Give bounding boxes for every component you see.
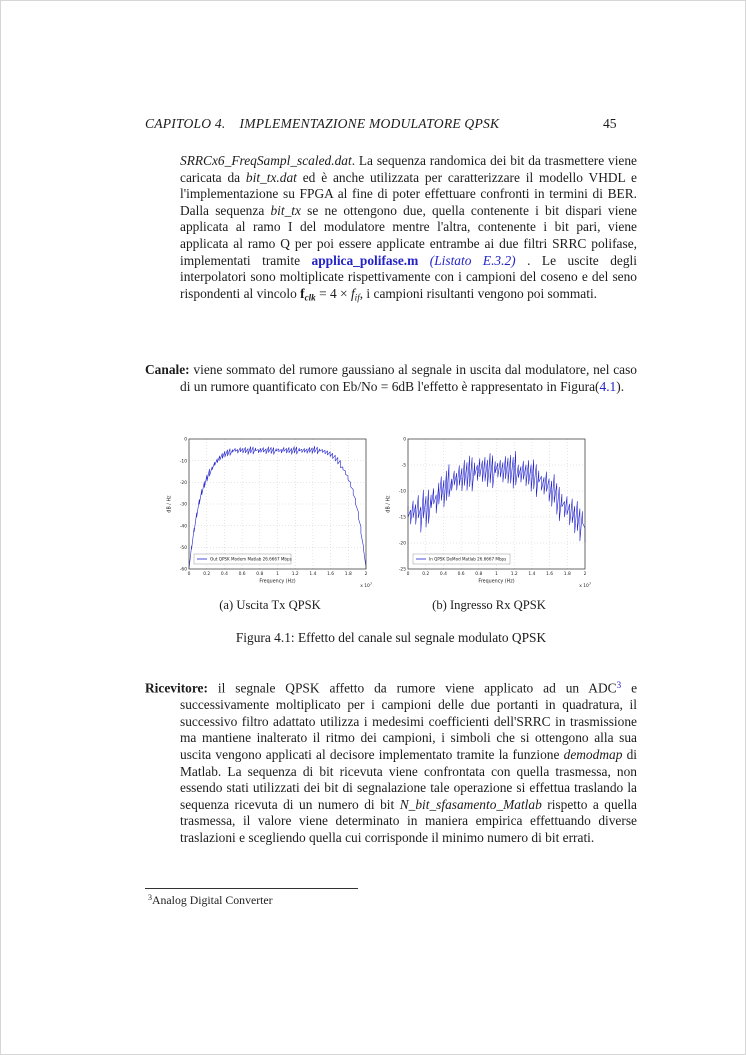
subcaption-a: (a) Uscita Tx QPSK: [219, 598, 321, 612]
link-applica-polifase[interactable]: applica_polifase.m: [311, 252, 419, 268]
link-listato-e32[interactable]: (Listato E.3.2): [429, 252, 516, 268]
svg-text:1.2: 1.2: [291, 572, 299, 578]
subcaption-b: (b) Ingresso Rx QPSK: [432, 598, 546, 612]
link-figura-41[interactable]: 4.1: [599, 378, 617, 394]
svg-text:1.6: 1.6: [546, 572, 554, 578]
svg-text:-5: -5: [401, 463, 406, 469]
text-segment: f: [300, 285, 305, 301]
svg-text:x 107: x $10^7$: [579, 582, 591, 589]
chart-tx-spectrum: [164, 434, 376, 592]
text-segment: . La sequenza randomica dei bit da trasmettere viene caricata da: [180, 153, 637, 185]
text-segment: Ricevitore:: [145, 680, 208, 696]
text-segment: SRRCx6_FreqSampl_scaled.dat: [180, 153, 352, 168]
text-segment: demodmap: [563, 746, 623, 762]
svg-text:1.4: 1.4: [309, 572, 317, 578]
svg-text:-40: -40: [179, 524, 187, 530]
chart-rx-spectrum: [383, 434, 595, 592]
text-segment: ).: [616, 378, 625, 394]
text-segment: 3: [148, 893, 153, 902]
svg-text:1.4: 1.4: [528, 572, 536, 578]
svg-text:0.8: 0.8: [475, 572, 483, 578]
link-footnote-3[interactable]: 3: [616, 680, 622, 690]
text-segment: Analog Digital Converter: [152, 893, 273, 907]
text-segment: se ne ottengono due, quella contenente i bit dispari viene applicata al ramo I del modulatore mentre l'altra, contenente i bit pari, viene applicata al ramo Q per poi essere applicate entrambe ai due filtri SRRC polifase, implementati tramite: [180, 202, 637, 268]
svg-text:-50: -50: [179, 545, 187, 551]
text-segment: [418, 253, 429, 268]
text-segment: viene sommato del rumore gaussiano al segnale in uscita dal modulatore, nel caso di un rumore quantificato con Eb/No = 6dB l'effetto è rappresentato in Figura(: [180, 362, 637, 394]
svg-text:-20: -20: [398, 541, 406, 547]
paragraph-srrc: [180, 153, 637, 306]
svg-text:2: 2: [364, 572, 368, 578]
svg-text:0.8: 0.8: [256, 572, 264, 578]
footnote: [148, 893, 628, 908]
svg-text:1: 1: [495, 572, 498, 578]
text-segment: = 4 ×: [315, 285, 351, 301]
svg-text:-25: -25: [398, 567, 406, 573]
footnote-rule: [145, 888, 358, 889]
figure-caption: Figura 4.1: Effetto del canale sul segnale modulato QPSK: [235, 630, 547, 645]
text-segment: di Matlab. La sequenza di bit ricevuta viene confrontata con quella trasmessa, non essendo stati utilizzati dei bit di segnalazione tale operazione si effettua traslando la sequenza ricevuta di un numero di bit: [180, 746, 638, 812]
text-segment: clk: [304, 292, 316, 303]
svg-text:dB / Hz: dB / Hz: [167, 495, 173, 513]
svg-text:-10: -10: [398, 489, 406, 495]
svg-text:0.4: 0.4: [439, 572, 447, 578]
svg-text:-10: -10: [179, 459, 187, 465]
paragraph-ricevitore: [145, 677, 637, 846]
running-header: [145, 116, 637, 132]
svg-text:1.6: 1.6: [327, 572, 335, 578]
text-segment: f: [350, 285, 355, 301]
svg-text:1.8: 1.8: [344, 572, 352, 578]
svg-text:-15: -15: [398, 515, 406, 521]
text-segment: il segnale QPSK affetto da rumore viene applicato ad un ADC: [207, 680, 617, 696]
text-segment: bit_tx: [270, 202, 301, 218]
text-segment: , i campioni risultanti vengono poi sommati.: [359, 285, 598, 301]
svg-text:1: 1: [276, 572, 279, 578]
svg-text:0.2: 0.2: [422, 572, 430, 578]
svg-text:0: 0: [403, 437, 406, 443]
text-segment: ed è anche utilizzata per caratterizzare il modello VHDL e l'implementazione su FPGA al fine di poter effettuare confronti in termini di BER. Dalla sequenza: [180, 169, 637, 218]
svg-text:Frequency (Hz): Frequency (Hz): [259, 579, 296, 585]
svg-text:1.2: 1.2: [510, 572, 518, 578]
svg-text:0: 0: [406, 572, 410, 578]
page-number: 45: [603, 116, 617, 131]
text-segment: if: [354, 292, 360, 303]
svg-text:0.6: 0.6: [238, 572, 246, 578]
svg-text:0.6: 0.6: [457, 572, 465, 578]
svg-text:Frequency (Hz): Frequency (Hz): [478, 579, 515, 585]
svg-text:1.8: 1.8: [563, 572, 571, 578]
svg-text:2: 2: [583, 572, 587, 578]
text-segment: e successivamente moltiplicato per i campioni delle due portanti in quadratura, il successivo filtro adattato utilizza i medesimi coefficienti dell'SRRC in trasmissione ma mantiene inalterato il ritmo dei campioni, i simboli che si ottengono alla sua uscita vengono applicati al decisore implementato tramite la funzione: [180, 680, 638, 762]
header-chapter: CAPITOLO 4.: [145, 116, 226, 131]
text-segment: . Le uscite degli interpolatori sono moltiplicate rispettivamente con i campioni del coseno e del seno rispondenti al vincolo: [180, 252, 637, 301]
svg-text:0: 0: [184, 437, 187, 443]
svg-text:dB / Hz: dB / Hz: [386, 495, 392, 513]
text-segment: rispetto a quella trasmessa, il valore viene determinato in maniera empirica effettuando diverse traslazioni e scegliendo quella cui corrisponde il minimo numero di bit errati.: [180, 796, 637, 845]
header-title: IMPLEMENTAZIONE MODULATORE QPSK: [239, 116, 500, 131]
text-segment: Canale:: [145, 362, 190, 377]
svg-text:Out QPSK Modem Matlab 26.6667: Out QPSK Modem Matlab 26.6667 Mbps: [210, 556, 292, 562]
svg-text:x 107: x $10^7$: [360, 582, 372, 589]
svg-text:-60: -60: [179, 567, 187, 573]
svg-text:0.4: 0.4: [220, 572, 228, 578]
svg-text:In QPSK DeMod Matlab 26.6667 M: In QPSK DeMod Matlab 26.6667 Mbps: [429, 556, 507, 562]
svg-text:-30: -30: [179, 502, 187, 508]
text-segment: N_bit_sfasamento_Matlab: [399, 796, 542, 812]
text-segment: bit_tx.dat: [245, 169, 297, 185]
svg-text:0: 0: [187, 572, 191, 578]
svg-text:0.2: 0.2: [203, 572, 211, 578]
paragraph-canale: [145, 362, 637, 395]
svg-text:-20: -20: [179, 480, 187, 486]
